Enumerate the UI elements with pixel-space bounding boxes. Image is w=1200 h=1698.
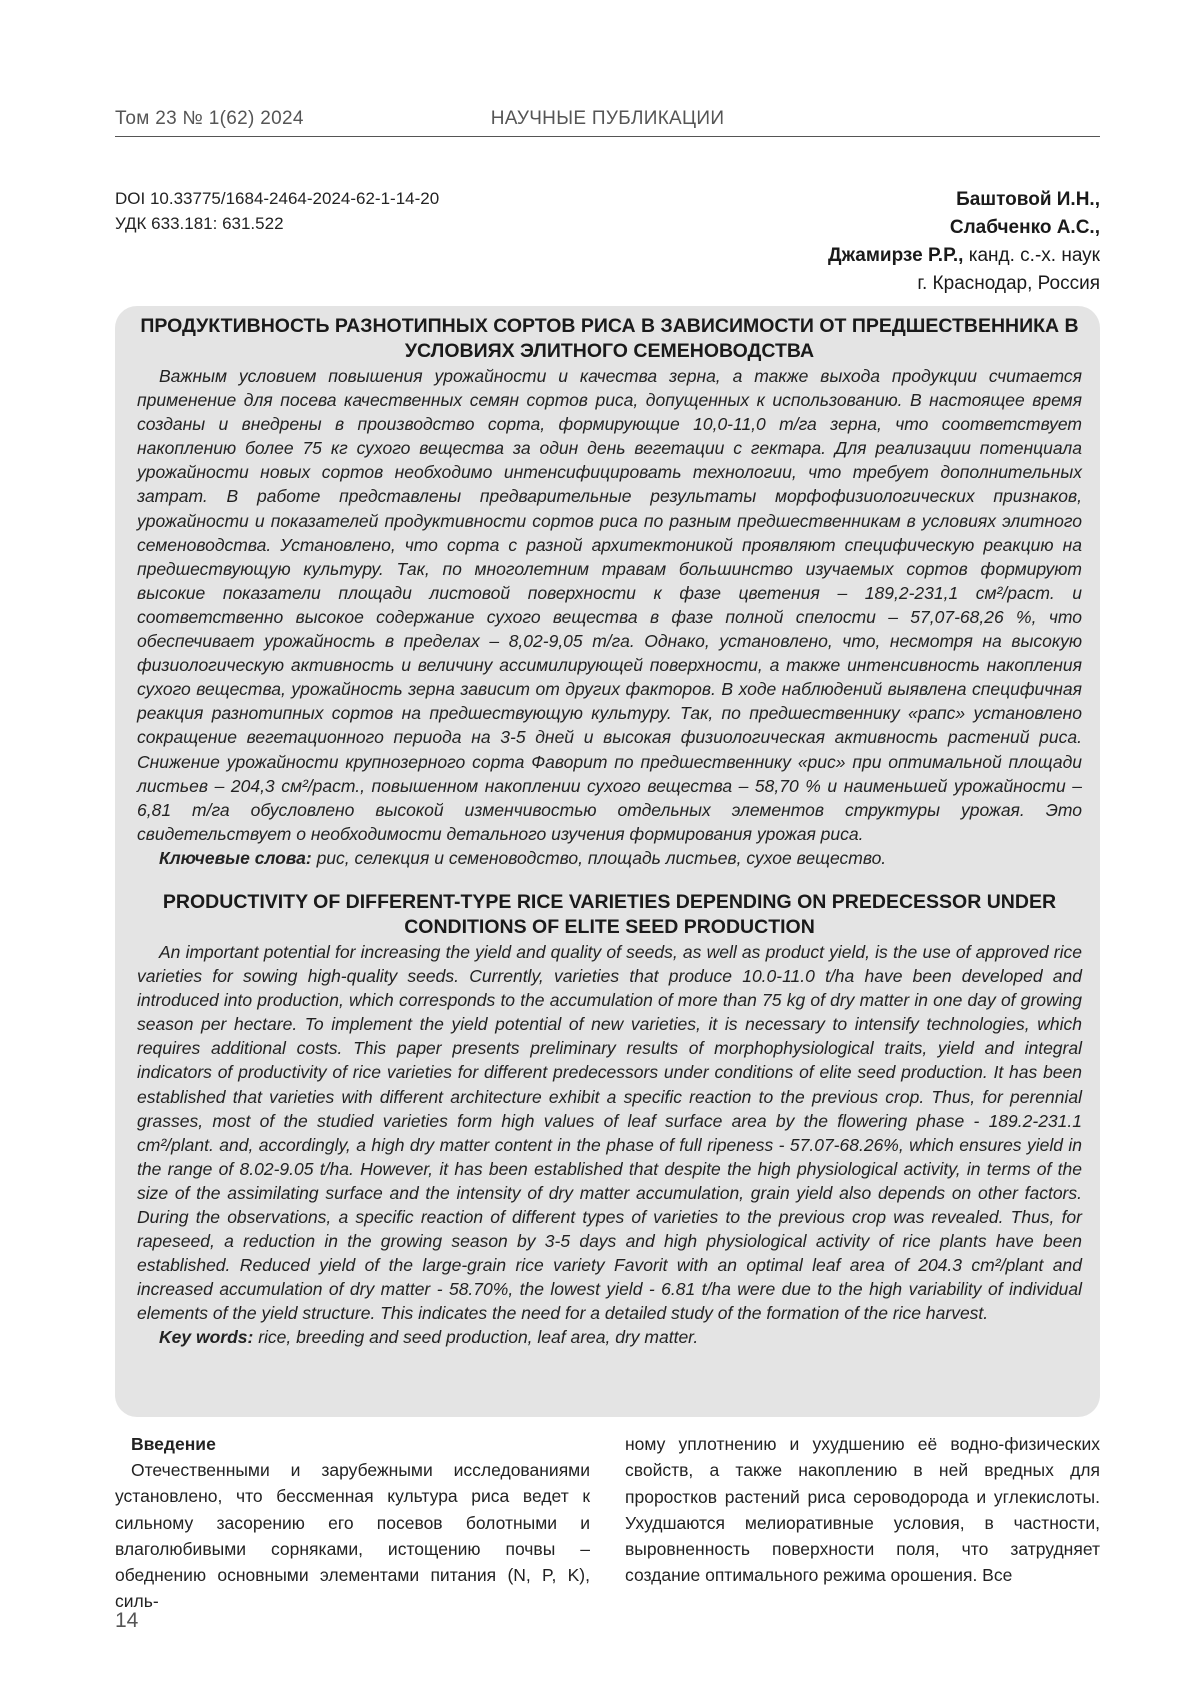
intro-heading: Введение bbox=[131, 1431, 590, 1457]
abstract-title-en: PRODUCTIVITY OF DIFFERENT-TYPE RICE VARIETIES DEPENDING ON PREDECESSOR UNDER CONDITIONS OF ELITE SEED PRODUCTION bbox=[137, 890, 1082, 940]
author-2: Слабченко А.С., bbox=[950, 217, 1100, 238]
section-title: НАУЧНЫЕ ПУБЛИКАЦИИ bbox=[115, 108, 1100, 130]
abstract-box bbox=[115, 306, 1100, 1417]
keywords-label-ru: Ключевые слова: bbox=[159, 848, 312, 868]
author-3-degree: канд. с.-х. наук bbox=[963, 245, 1100, 266]
article-identifiers bbox=[115, 186, 439, 236]
journal-volume: Том 23 № 1(62) 2024 bbox=[115, 108, 304, 130]
author-1: Баштовой И.Н., bbox=[956, 189, 1100, 210]
body-column-left bbox=[115, 1431, 590, 1615]
udk: УДК 633.181: 631.522 bbox=[115, 211, 439, 236]
keywords-label-en: Key words: bbox=[159, 1327, 253, 1347]
keywords-list-en: rice, breeding and seed production, leaf area, dry matter. bbox=[253, 1327, 698, 1347]
keywords-list-ru: рис, селекция и семеноводство, площадь листьев, сухое вещество. bbox=[312, 848, 886, 868]
page-number: 14 bbox=[115, 1609, 138, 1633]
abstract-title-ru: ПРОДУКТИВНОСТЬ РАЗНОТИПНЫХ СОРТОВ РИСА В ЗАВИСИМОСТИ ОТ ПРЕДШЕСТВЕННИКА В УСЛОВИЯХ ЭЛИТНОГО СЕМЕНОВОДСТВА bbox=[137, 314, 1082, 364]
body-column-right bbox=[625, 1431, 1100, 1589]
intro-text-right: ному уплотнению и ухудшению её водно-физических свойств, а также накоплению в ней вредных для проростков растений риса сероводорода и углекислоты. Ухудшаются мелиоративные условия, в частности, выровненность поверхности поля, что затрудняет создание оптимального режима орошения. Все bbox=[625, 1431, 1100, 1589]
authors-block bbox=[828, 186, 1100, 298]
author-location: г. Краснодар, Россия bbox=[828, 270, 1100, 298]
keywords-en bbox=[159, 1325, 1082, 1349]
author-3: Джамирзе Р.Р., bbox=[828, 245, 963, 266]
keywords-ru bbox=[159, 846, 1082, 870]
running-header bbox=[115, 104, 1100, 137]
abstract-text-en: An important potential for increasing the yield and quality of seeds, as well as product yield, is the use of approved rice varieties for sowing high-quality seeds. Currently, varieties that produce 10.0-11.0 t/ha have been developed and introduced into production, which corresponds to the accumulation of more than 75 kg of dry matter in one day of growing season per hectare. To implement the yield potential of new varieties, it is necessary to intensify technologies, which requires additional costs. This paper presents preliminary results of morphophysiological traits, yield and integral indicators of productivity of rice varieties for different predecessors under conditions of elite seed production. It has been established that varieties with different architecture exhibit a specific reaction to the previous crop. Thus, for perennial grasses, most of the studied varieties form high values of leaf surface area by the flowering phase - 189.2-231.1 cm²/plant. and, accordingly, a high dry matter content in the phase of full ripeness - 57.07-68.26%, which ensures yield in the range of 8.02-9.05 t/ha. However, it has been established that despite the high physiological activity, in terms of the size of the assimilating surface and the intensity of dry matter accumulation, grain yield also depends on other factors. During the observations, a specific reaction of different types of varieties to the previous crop was revealed. Thus, for rapeseed, a reduction in the growing season by 3-5 days and high physiological activity of rice plants have been established. Reduced yield of the large-grain rice variety Favorit with an optimal leaf area of 204.3 cm²/plant and increased accumulation of dry matter - 58.70%, the lowest yield - 6.81 t/ha were due to the high variability of individual elements of the yield structure. This indicates the need for a detailed study of the formation of the rice harvest. bbox=[137, 940, 1082, 1326]
doi: DOI 10.33775/1684-2464-2024-62-1-14-20 bbox=[115, 186, 439, 211]
intro-text-left: Отечественными и зарубежными исследованиями установлено, что бессменная культура риса ведет к сильному засорению его посевов болотными и влаголюбивыми сорняками, истощению почвы – обеднению основными элементами питания (N, P, K), силь- bbox=[115, 1457, 590, 1615]
abstract-text-ru: Важным условием повышения урожайности и качества зерна, а также выхода продукции считается применение для посева качественных семян сортов риса, допущенных к использованию. В настоящее время созданы и внедрены в производство сорта, формирующие 10,0-11,0 т/га зерна, что соответствует накоплению более 75 кг сухого вещества за один день вегетации с гектара. Для реализации потенциала урожайности новых сортов необходимо интенсифицировать технологии, что требует дополнительных затрат. В работе представлены предварительные результаты морфофизиологических признаков, урожайности и показателей продуктивности сортов риса по разным предшественникам в условиях элитного семеноводства. Установлено, что сорта с разной архитектоникой проявляют специфическую реакцию на предшествующую культуру. Так, по многолетним травам большинство изучаемых сортов формируют высокие показатели площади листовой поверхности к фазе цветения – 189,2-231,1 см²/раст. и соответственно высокое содержание сухого вещества в фазе полной спелости – 57,07-68,26 %, что обеспечивает урожайность в пределах – 8,02-9,05 т/га. Однако, установлено, что, несмотря на высокую физиологическую активность и величину ассимилирующей поверхности, а также интенсивность накопления сухого вещества, урожайность зерна зависит от других факторов. В ходе наблюдений выявлена специфичная реакция разнотипных сортов на предшествующую культуру. Так, по предшественнику «рапс» установлено сокращение вегетационного периода на 3-5 дней и высокая физиологическая активность растений риса. Снижение урожайности крупнозерного сорта Фаворит по предшественнику «рис» при оптимальной площади листьев – 204,3 см²/раст., повышенном накоплении сухого вещества – 58,70 % и наименьшей урожайности – 6,81 т/га обусловлено высокой изменчивостью отдельных элементов структуры урожая. Это свидетельствует о необходимости детального изучения формирования урожая риса. bbox=[137, 364, 1082, 846]
